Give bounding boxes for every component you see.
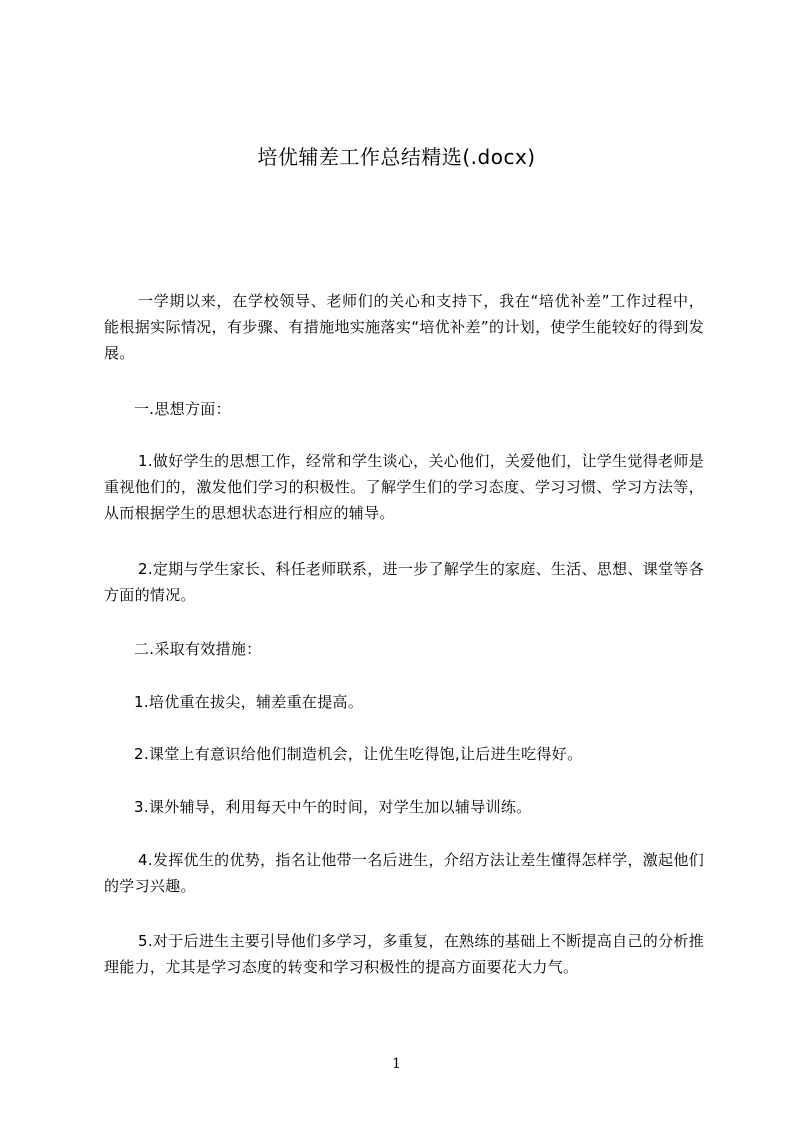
paragraph-measure-1: 1.培优重在拔尖，辅差重在提高。 <box>134 693 364 711</box>
section-heading-measures: 二.采取有效措施： <box>134 640 262 658</box>
paragraph-measure-2: 2.课堂上有意识给他们制造机会，让优生吃得饱,让后进生吃得好。 <box>134 745 583 763</box>
paragraph-thought-2: 2.定期与学生家长、科任老师联系，进一步了解学生的家庭、生活、思想、课堂等各方面的情况。 <box>104 560 704 604</box>
paragraph-measure-3: 3.课外辅导，利用每天中午的时间，对学生加以辅导训练。 <box>134 798 532 816</box>
paragraph-thought-1: 1.做好学生的思想工作，经常和学生谈心，关心他们，关爱他们，让学生觉得老师是重视他们的，激发他们学习的积极性。了解学生们的学习态度、学习习惯、学习方法等，从而根据学生的思想状态进行相应的辅导。 <box>104 452 704 522</box>
paragraph-intro: 一学期以来，在学校领导、老师们的关心和支持下，我在“培优补差”工作过程中，能根据实际情况，有步骤、有措施地实施落实“培优补差”的计划，使学生能较好的得到发展。 <box>104 292 704 362</box>
paragraph-measure-4: 4.发挥优生的优势，指名让他带一名后进生，介绍方法让差生懂得怎样学，激起他们的学习兴趣。 <box>104 851 704 895</box>
document-title: 培优辅差工作总结精选(.docx) <box>257 145 536 169</box>
section-heading-thought: 一.思想方面： <box>134 400 231 418</box>
page-number: 1 <box>392 1056 401 1072</box>
paragraph-measure-5: 5.对于后进生主要引导他们多学习，多重复，在熟练的基础上不断提高自己的分析推理能力，尤其是学习态度的转变和学习积极性的提高方面要花大力气。 <box>104 932 704 976</box>
